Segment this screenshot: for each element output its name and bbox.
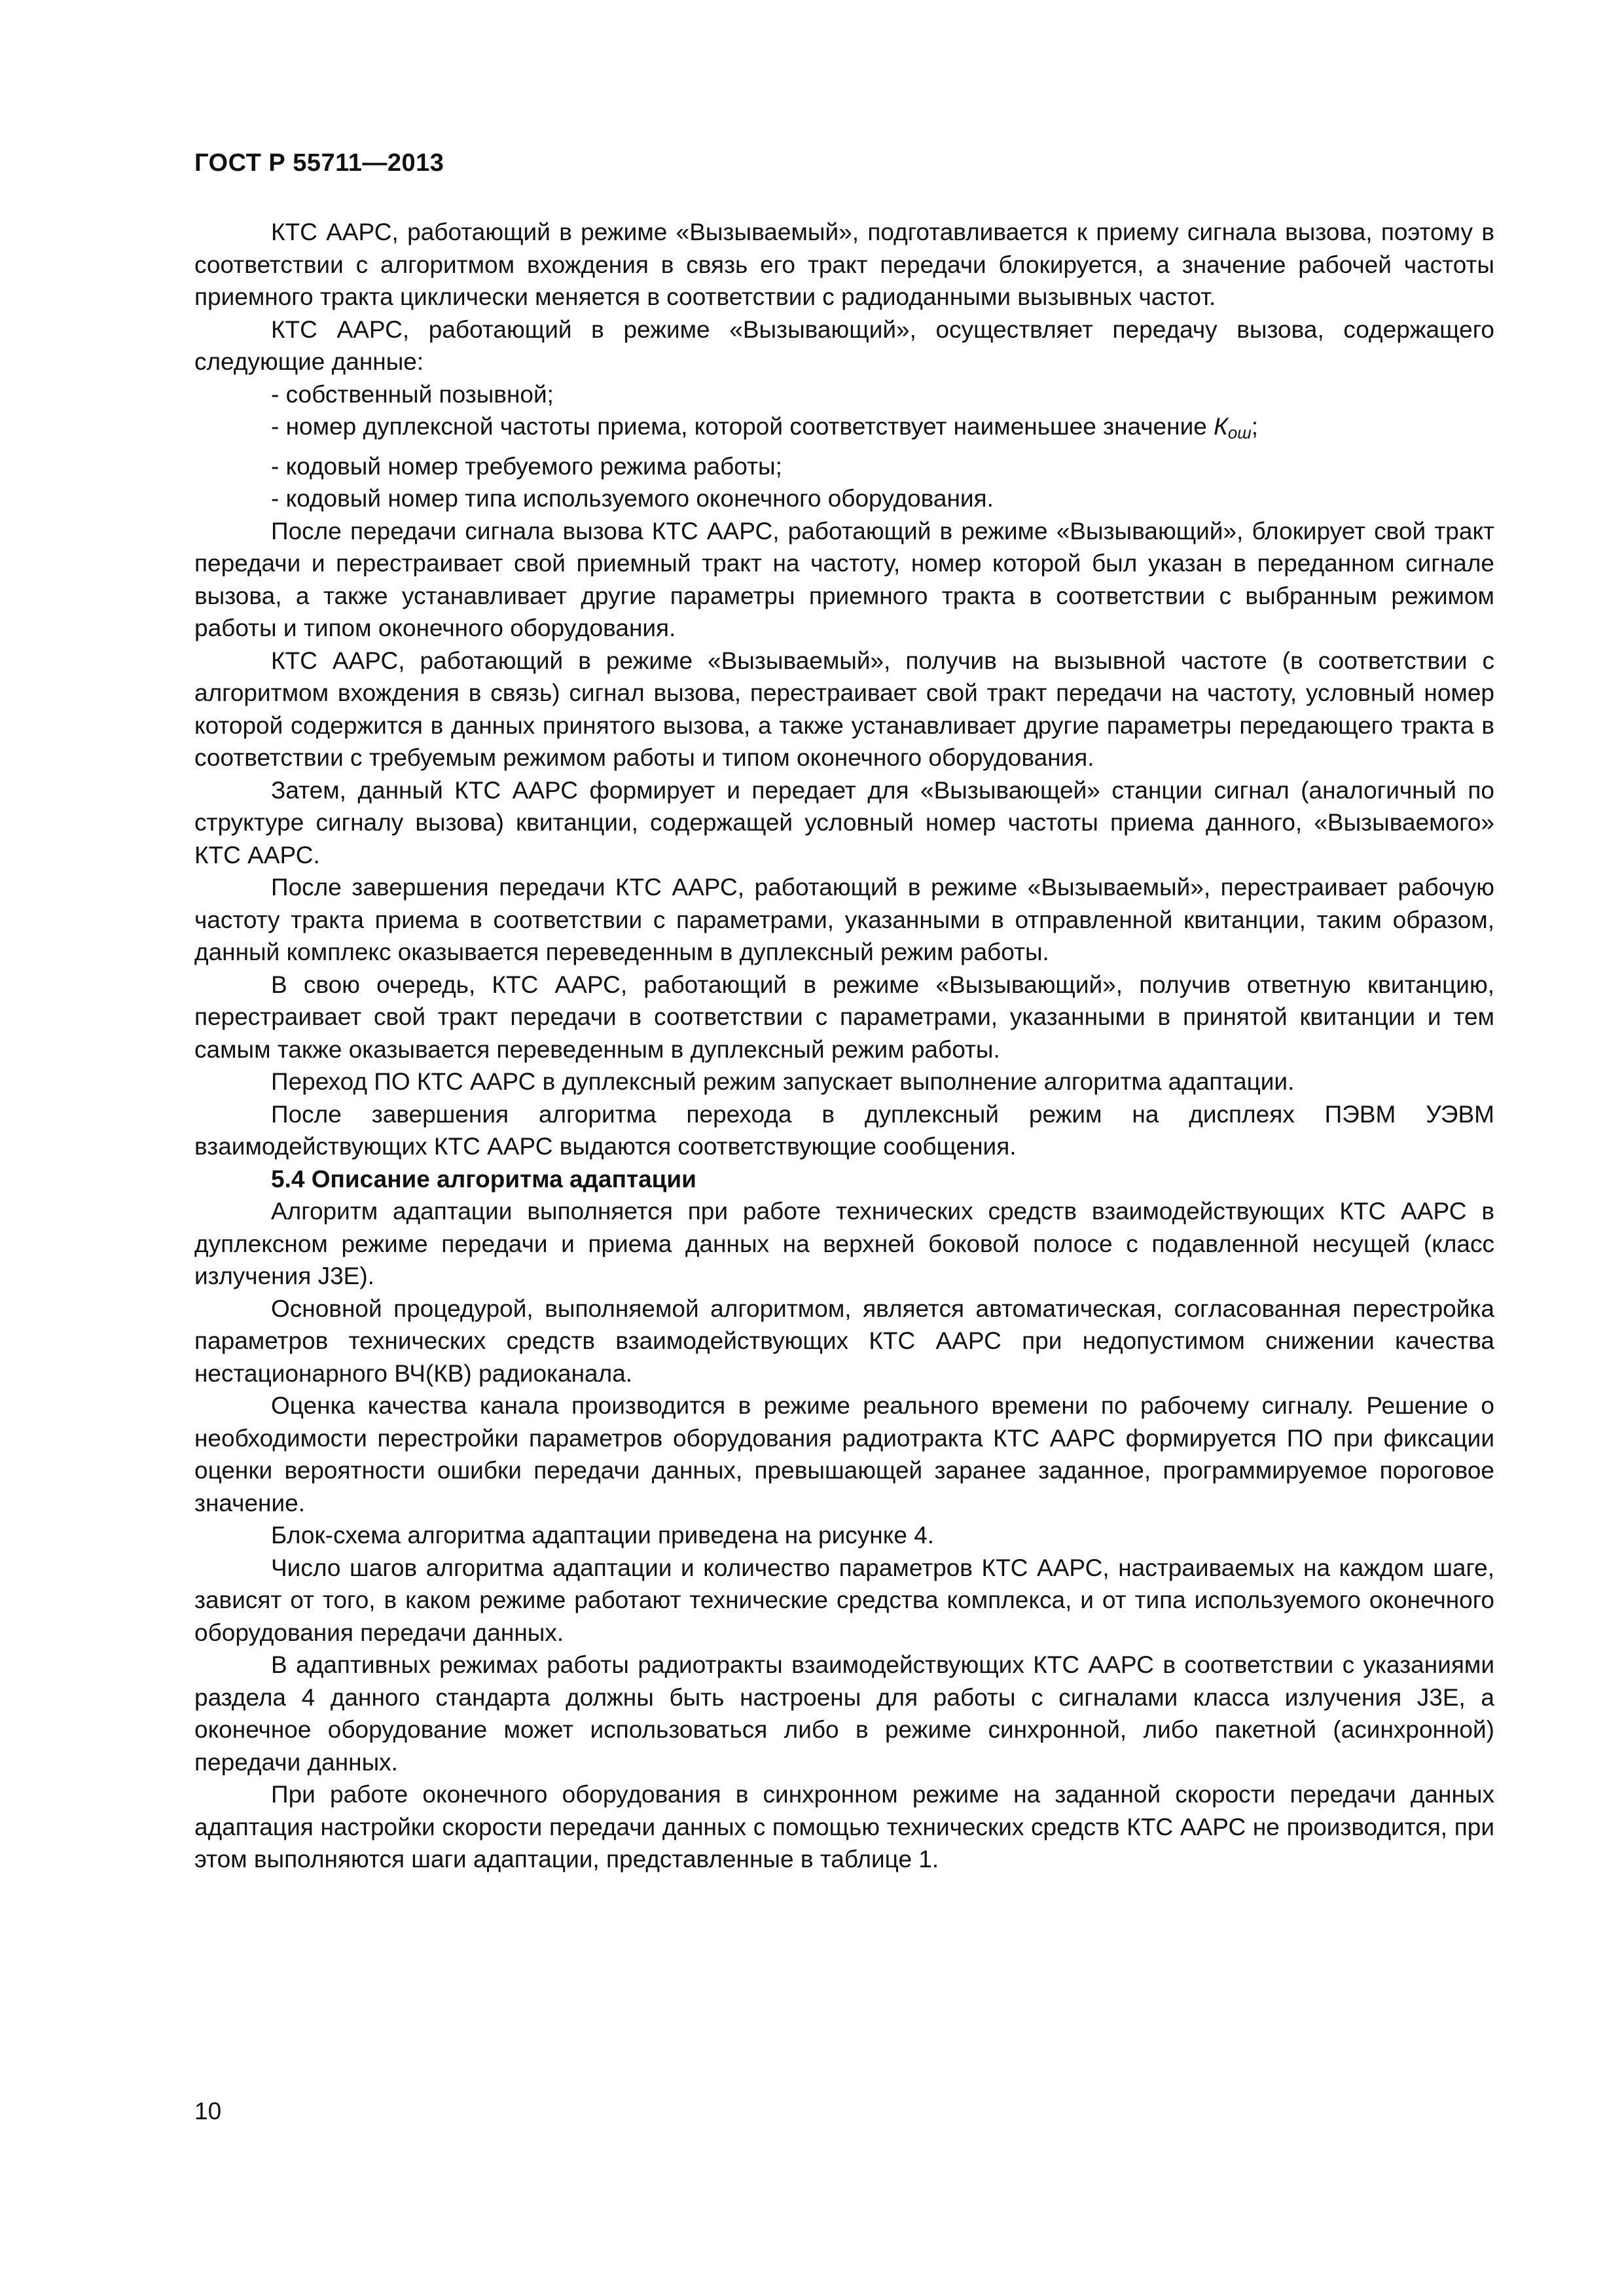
paragraph: После завершения алгоритма перехода в дуплексный режим на дисплеях ПЭВМ УЭВМ взаимодействующих КТС ААРС выдаются соответствующие сообщения.	[194, 1100, 1494, 1160]
paragraph: Блок-схема алгоритма адаптации приведена на рисунке 4.	[271, 1522, 935, 1549]
paragraph: КТС ААРС, работающий в режиме «Вызываемый», подготавливается к приему сигнала вызова, поэтому в соответствии с алгоритмом вхождения в связь его тракт передачи блокируется, а значение рабочей частоты приемного тракта циклически меняется в соответствии с радиоданными вызывных частот.	[194, 219, 1494, 310]
paragraph: После передачи сигнала вызова КТС ААРС, работающий в режиме «Вызывающий», блокирует свой тракт передачи и перестраивает свой приемный тракт на частоту, номер которой был указан в переданном сигнале вызова, а также устанавливает другие параметры приемного тракта в соответствии с выбранным режимом работы и типом оконечного оборудования.	[194, 517, 1494, 641]
document-header: ГОСТ Р 55711—2013	[194, 149, 444, 177]
paragraph: В адаптивных режимах работы радиотракты взаимодействующих КТС ААРС в соответствии с указаниями раздела 4 данного стандарта должны быть настроены для работы с сигналами класса излучения J3E, а оконечное оборудование может использоваться либо в режиме синхронной, либо пакетной (асинхронной) передачи данных.	[194, 1651, 1494, 1776]
list-item-suffix: ;	[1251, 413, 1259, 440]
paragraph: Алгоритм адаптации выполняется при работе технических средств взаимодействующих КТС ААРС в дуплексном режиме передачи и приема данных на верхней боковой полосе с подавленной несущей (класс излучения J3E).	[194, 1198, 1494, 1289]
list-item: - кодовый номер типа используемого оконечного оборудования.	[271, 485, 994, 512]
body-text	[194, 216, 1494, 1876]
list-item: - собственный позывной;	[271, 380, 554, 408]
paragraph: Основной процедурой, выполняемой алгоритмом, является автоматическая, согласованная перестройка параметров технических средств взаимодействующих КТС ААРС при недопустимом снижении качества нестационарного ВЧ(КВ) радиоканала.	[194, 1295, 1494, 1387]
paragraph: После завершения передачи КТС ААРС, работающий в режиме «Вызываемый», перестраивает рабочую частоту тракта приема в соответствии с параметрами, указанными в отправленной квитанции, таким образом, данный комплекс оказывается переведенным в дуплексный режим работы.	[194, 874, 1494, 965]
paragraph: Переход ПО КТС ААРС в дуплексный режим запускает выполнение алгоритма адаптации.	[271, 1068, 1295, 1095]
paragraph: При работе оконечного оборудования в синхронном режиме на заданной скорости передачи данных адаптация настройки скорости передачи данных с помощью технических средств КТС ААРС не производится, при этом выполняются шаги адаптации, представленные в таблице 1.	[194, 1781, 1494, 1873]
list-item	[194, 410, 1494, 450]
section-title: 5.4 Описание алгоритма адаптации	[271, 1165, 696, 1193]
paragraph: Оценка качества канала производится в режиме реального времени по рабочему сигналу. Решение о необходимости перестройки параметров оборудования радиотракта КТС ААРС формируется ПО при фиксации оценки вероятности ошибки передачи данных, превышающей заранее заданное, программируемое пороговое значение.	[194, 1392, 1494, 1516]
list-item-text: - номер дуплексной частоты приема, которой соответствует наименьшее значение	[271, 413, 1214, 440]
k-subscript: ош	[1227, 424, 1252, 442]
paragraph: В свою очередь, КТС ААРС, работающий в режиме «Вызывающий», получив ответную квитанцию, перестраивает свой тракт передачи в соответствии с параметрами, указанными в принятой квитанции и тем самым также оказывается переведенным в дуплексный режим работы.	[194, 971, 1494, 1063]
k-symbol: К	[1214, 413, 1228, 440]
paragraph: КТС ААРС, работающий в режиме «Вызываемый», получив на вызывной частоте (в соответствии с алгоритмом вхождения в связь) сигнал вызова, перестраивает свой тракт передачи на частоту, условный номер которой содержится в данных принятого вызова, а также устанавливает другие параметры передающего тракта в соответствии с требуемым режимом работы и типом оконечного оборудования.	[194, 647, 1494, 771]
paragraph: Затем, данный КТС ААРС формирует и передает для «Вызывающей» станции сигнал (аналогичный по структуре сигналу вызова) квитанции, содержащей условный номер частоты приема данного, «Вызываемого» КТС ААРС.	[194, 776, 1494, 869]
page-number: 10	[194, 2098, 222, 2125]
paragraph: КТС ААРС, работающий в режиме «Вызывающий», осуществляет передачу вызова, содержащего следующие данные:	[194, 315, 1494, 375]
list-item: - кодовый номер требуемого режима работы;	[271, 452, 782, 480]
paragraph: Число шагов алгоритма адаптации и количество параметров КТС ААРС, настраиваемых на каждом шаге, зависят от того, в каком режиме работают технические средства комплекса, и от типа используемого оконечного оборудования передачи данных.	[194, 1554, 1494, 1646]
